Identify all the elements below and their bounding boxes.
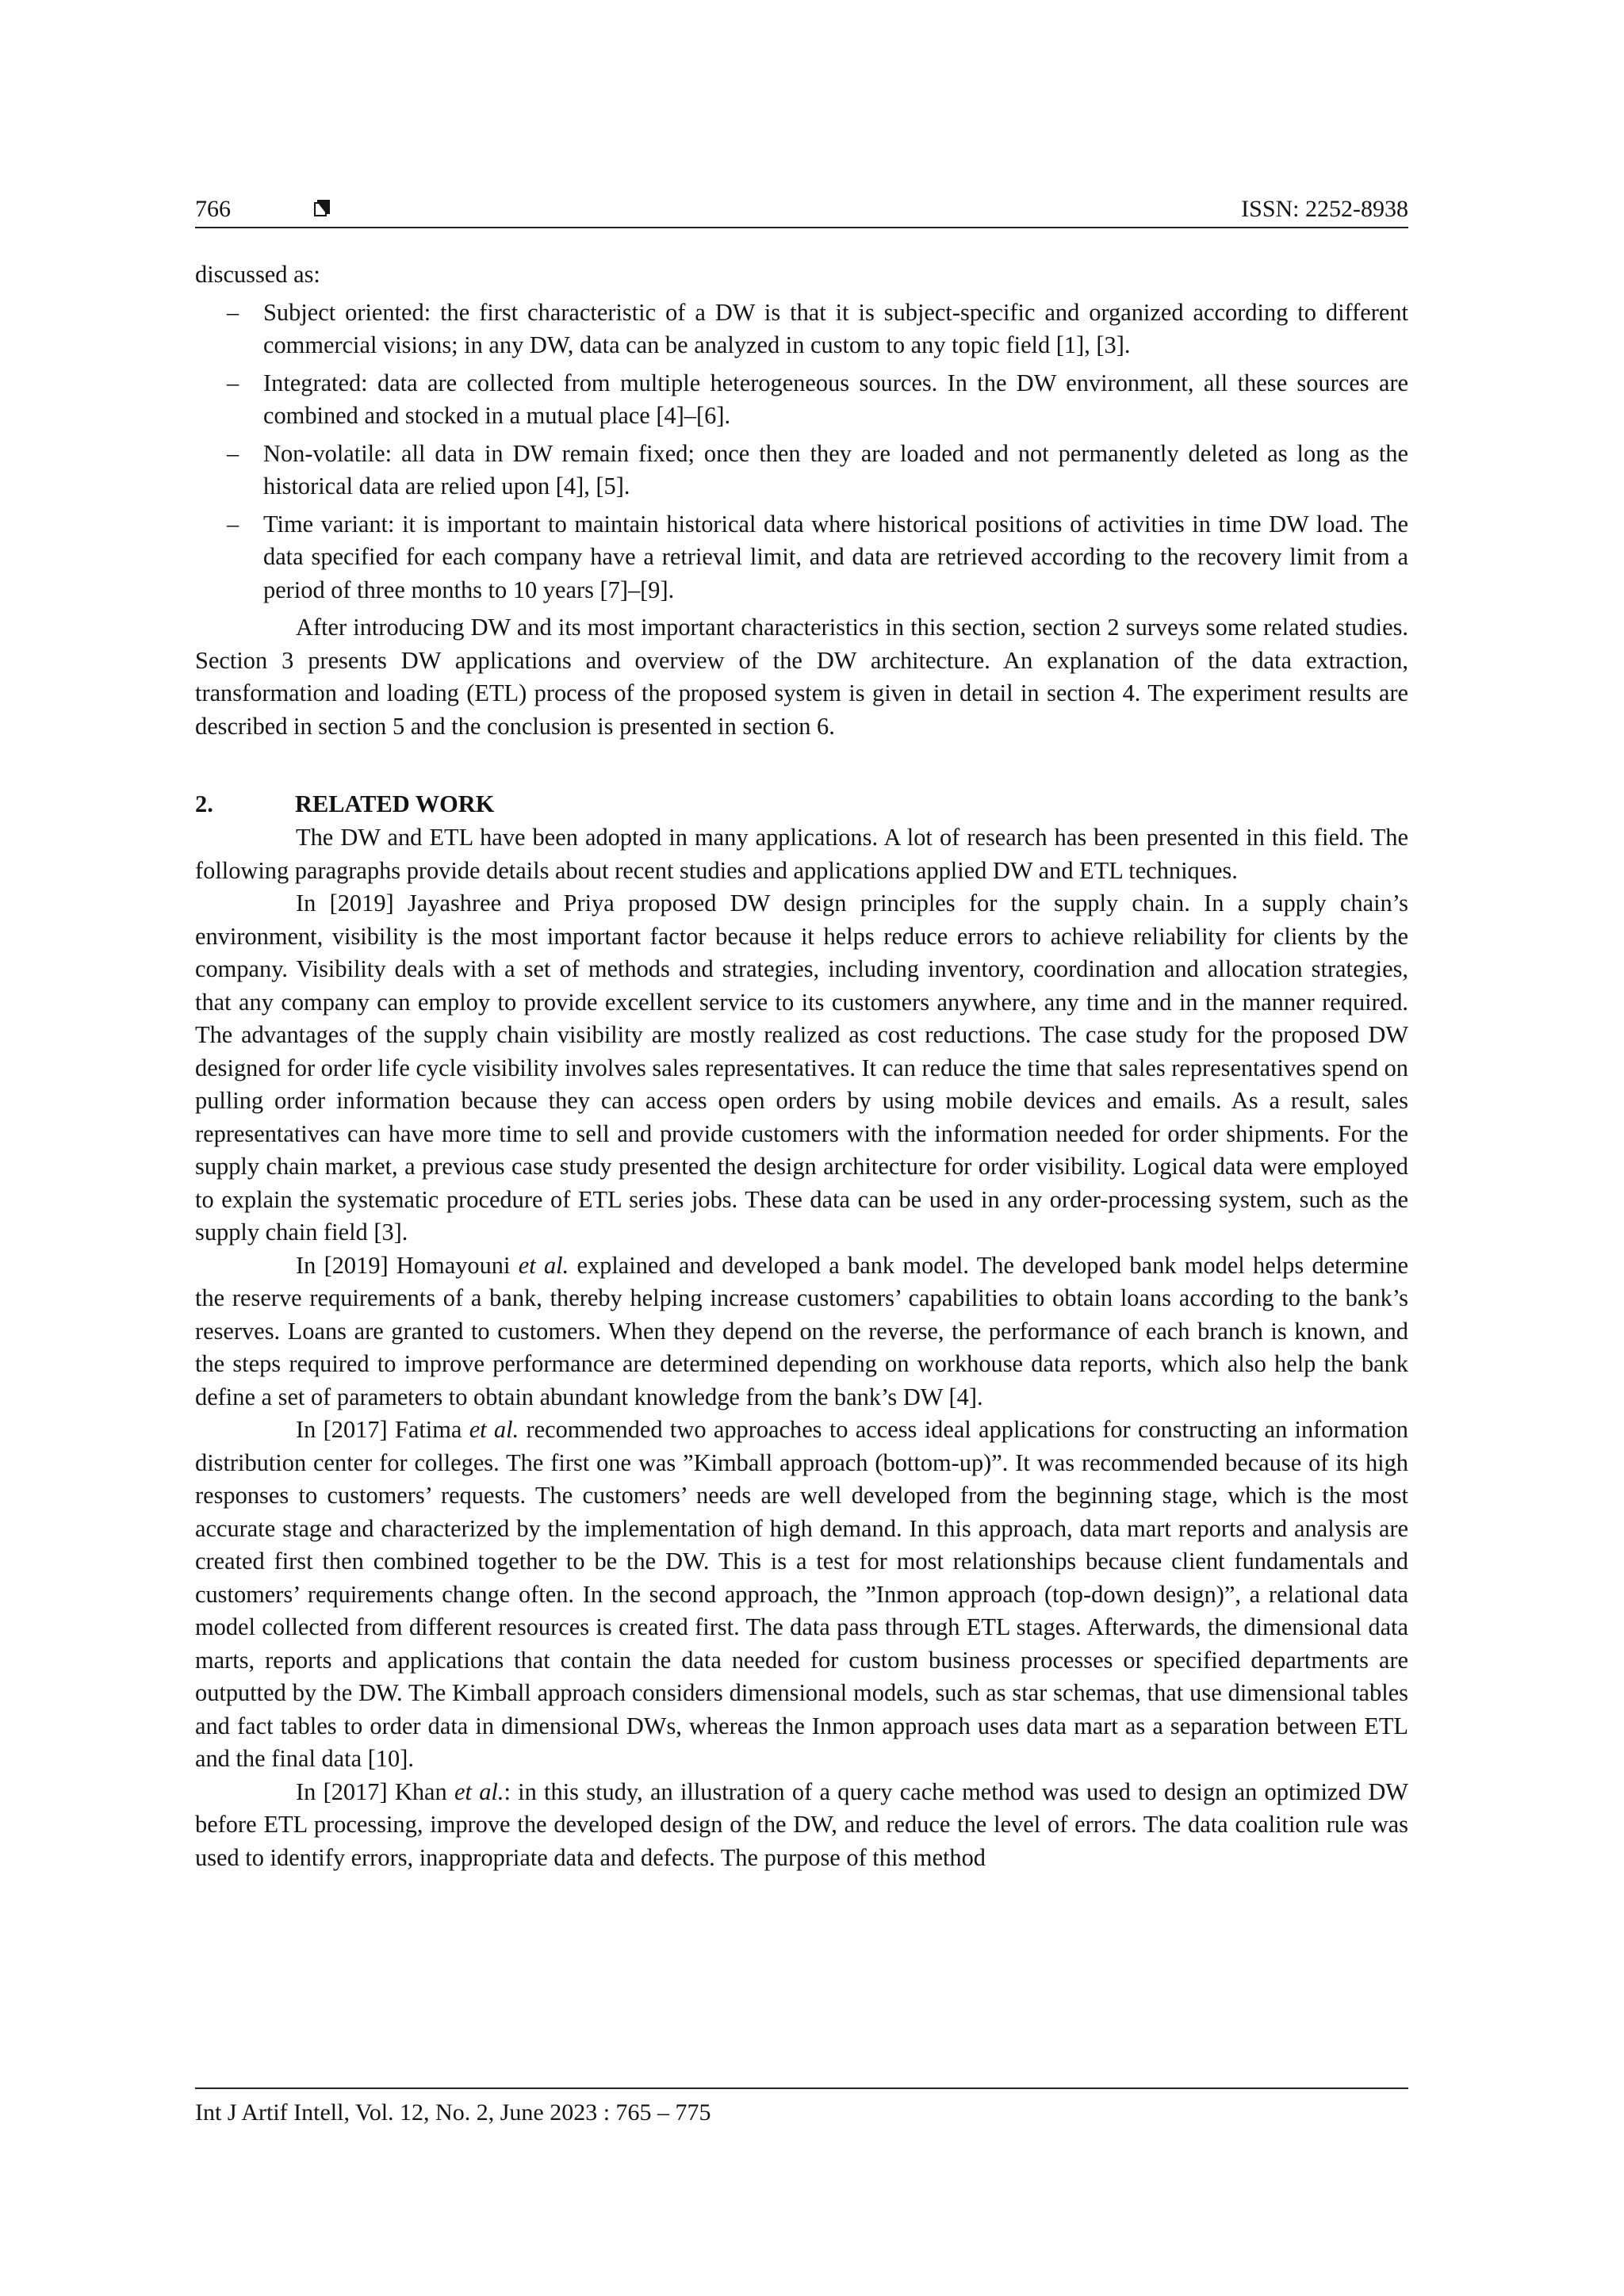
list-item: [195, 297, 1408, 362]
dash-marker: –: [227, 298, 239, 326]
list-item-text: Non-volatile: all data in DW remain fixed; once then they are loaded and not permanently deleted as long as the historical data are relied upon [4], [5].: [263, 439, 1408, 499]
list-item-text: Subject oriented: the first characteristic of a DW is that it is subject-specific and organized according to different commercial visions; in any DW, data can be analyzed in custom to any topic field [1], [3].: [263, 298, 1408, 358]
intro-line: discussed as:: [195, 261, 320, 288]
page-body: [195, 258, 1408, 1874]
page-number: 766: [195, 196, 231, 222]
related-work-paragraph-5: [195, 1776, 1408, 1875]
page-header: [195, 193, 1408, 225]
dash-marker: –: [227, 439, 239, 467]
list-item: [195, 438, 1408, 503]
related-work-paragraph-3: [195, 1249, 1408, 1414]
list-item: [195, 367, 1408, 433]
square-icon: [314, 200, 330, 217]
paragraph-text: recommended two approaches to access ideal applications for constructing an information distribution center for colleges. The first one was ”Kimball approach (bottom-up)”. It was recommended because of its high responses to customers’ requests. The customers’ needs are well developed from the beginning stage, which is the most accurate stage and characterized by the implementation of high demand. In this approach, data mart reports and analysis are created first then combined together to be the DW. This is a test for most relationships because client fundamentals and customers’ requirements change often. In the second approach, the ”Inmon approach (top-down design)”, a relational data model collected from different resources is created first. The data pass through ETL stages. Afterwards, the dimensional data marts, reports and applications that contain the data needed for custom business processes or specified departments are outputted by the DW. The Kimball approach considers dimensional models, such as star schemas, that use dimensional tables and fact tables to order data in dimensional DWs, whereas the Inmon approach uses data mart as a separation between ETL and the final data [10].: [195, 1416, 1408, 1772]
et-al: et al.: [454, 1777, 504, 1805]
et-al: et al.: [518, 1251, 569, 1279]
paragraph-text: In [2017] Fatima: [296, 1416, 469, 1443]
et-al: et al.: [469, 1416, 519, 1443]
paragraph-text: : in this study, an illustration of a query cache method was used to design an optimized DW before ETL processing, improve the developed design of the DW, and reduce the level of errors. The data coalition rule was used to identify errors, inappropriate data and defects. The purpose of this method: [195, 1777, 1408, 1871]
footer-rule: [195, 2087, 1408, 2089]
header-rule: [195, 227, 1408, 228]
journal-citation: Int J Artif Intell, Vol. 12, No. 2, June 2023 : 765 – 775: [195, 2099, 711, 2126]
dash-marker: –: [227, 510, 239, 538]
paragraph-text: In [2019] Homayouni: [296, 1251, 519, 1279]
list-item: [195, 508, 1408, 607]
related-work-paragraph-4: [195, 1414, 1408, 1776]
list-item-text: Integrated: data are collected from multiple heterogeneous sources. In the DW environment, all these sources are combined and stocked in a mutual place [4]–[6].: [263, 369, 1408, 429]
characteristics-list: [195, 297, 1408, 607]
related-work-paragraph-2: In [2019] Jayashree and Priya proposed DW design principles for the supply chain. In a supply chain’s environment, visibility is the most important factor because it helps reduce errors to achieve reliability for clients by the company. Visibility deals with a set of methods and strategies, including inventory, coordination and allocation strategies, that any company can employ to provide excellent service to its customers anywhere, any time and in the manner required. The advantages of the supply chain visibility are mostly realized as cost reductions. The case study for the proposed DW designed for order life cycle visibility involves sales representatives. It can reduce the time that sales representatives spend on pulling order information because they can access open orders by using mobile devices and emails. As a result, sales representatives can have more time to sell and provide customers with the information needed for order shipments. For the supply chain market, a previous case study presented the design architecture for order visibility. Logical data were employed to explain the systematic procedure of ETL series jobs. These data can be used in any order-processing system, such as the supply chain field [3].: [195, 890, 1408, 1246]
section-title: RELATED WORK: [295, 790, 495, 817]
summary-paragraph: After introducing DW and its most important characteristics in this section, section 2 surveys some related studies. Section 3 presents DW applications and overview of the DW architecture. An explanation of the data extraction, transformation and loading (ETL) process of the proposed system is given in detail in section 4. The experiment results are described in section 5 and the conclusion is presented in section 6.: [195, 614, 1408, 740]
section-number: 2.: [195, 790, 213, 817]
paragraph-text: explained and developed a bank model. The developed bank model helps determine the reserve requirements of a bank, thereby helping increase customers’ capabilities to obtain loans according to the bank’s reserves. Loans are granted to customers. When they depend on the reverse, the performance of each branch is known, and the steps required to improve performance are determined depending on workhouse data reports, which also help the bank define a set of parameters to obtain abundant knowledge from the bank’s DW [4].: [195, 1251, 1408, 1410]
dash-marker: –: [227, 369, 239, 396]
issn-label: ISSN: 2252-8938: [1241, 196, 1408, 222]
list-item-text: Time variant: it is important to maintain historical data where historical positions of activities in time DW load. The data specified for each company have a retrieval limit, and data are retrieved according to the recovery limit from a period of three months to 10 years [7]–[9].: [263, 510, 1408, 603]
related-work-paragraph-1: The DW and ETL have been adopted in many applications. A lot of research has been presented in this field. The following paragraphs provide details about recent studies and applications applied DW and ETL techniques.: [195, 824, 1408, 884]
section-heading: [195, 786, 1408, 821]
paragraph-text: In [2017] Khan: [296, 1777, 454, 1805]
